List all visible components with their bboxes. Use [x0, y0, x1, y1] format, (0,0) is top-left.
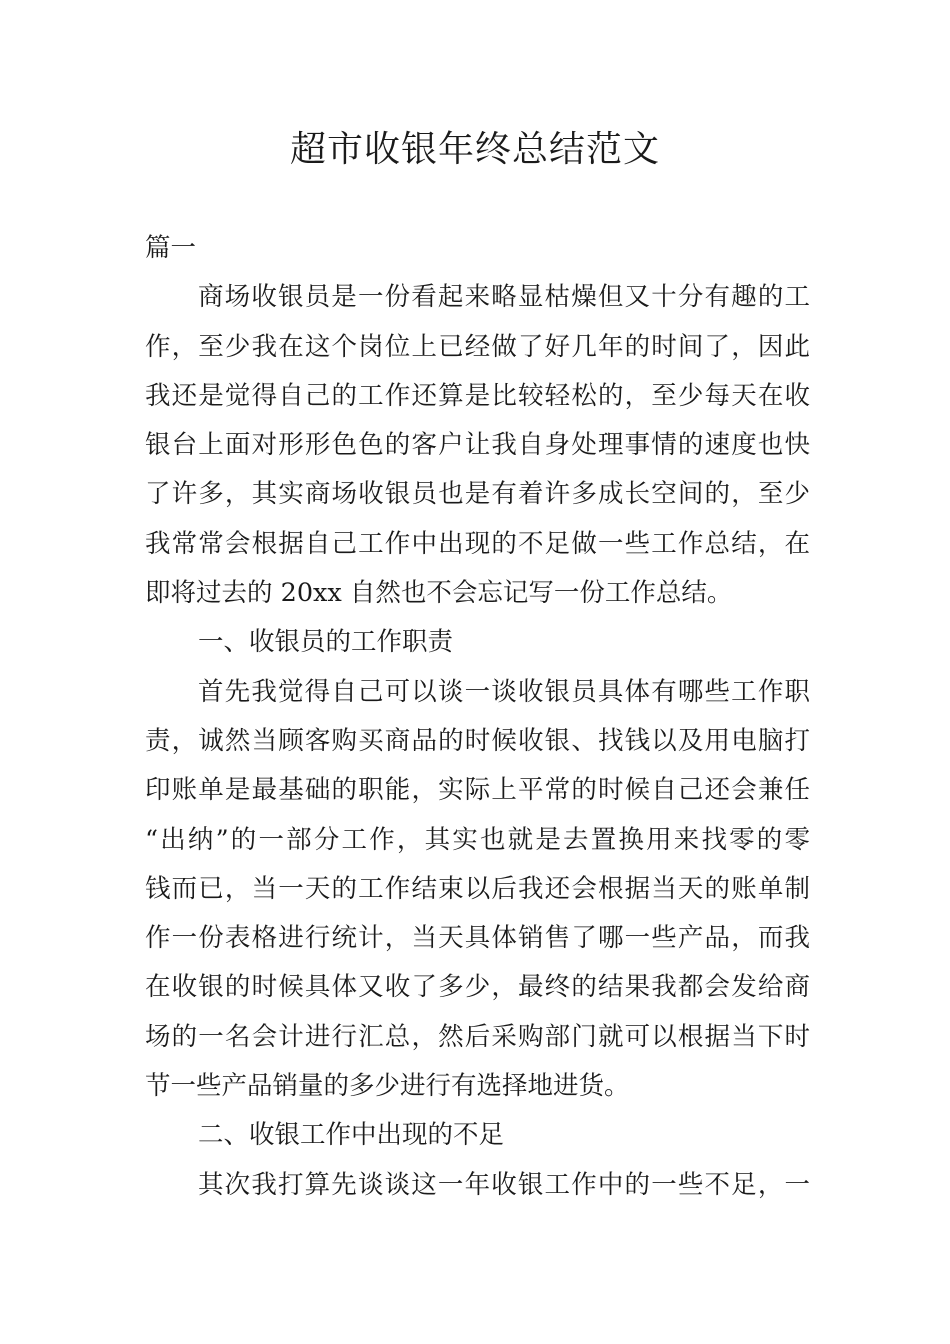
body-line: 首先我觉得自己可以谈一谈收银员具体有哪些工作职	[198, 676, 810, 707]
document-body	[145, 224, 810, 1210]
body-line: 印账单是最基础的职能，实际上平常的时候自己还会兼任	[145, 775, 810, 806]
body-line: 篇一	[145, 233, 197, 263]
body-line: 其次我打算先谈谈这一年收银工作中的一些不足，一	[198, 1169, 810, 1200]
body-line: 即将过去的 20xx 自然也不会忘记写一份工作总结。	[145, 578, 733, 609]
body-line: 了许多，其实商场收银员也是有着许多成长空间的，至少	[145, 479, 810, 510]
body-line: 银台上面对形形色色的客户让我自身处理事情的速度也快	[145, 430, 810, 461]
body-line: 作一份表格进行统计，当天具体销售了哪一些产品，而我	[145, 923, 810, 954]
body-line: 场的一名会计进行汇总，然后采购部门就可以根据当下时	[145, 1021, 810, 1052]
body-line: 我还是觉得自己的工作还算是比较轻松的，至少每天在收	[145, 380, 810, 411]
body-line: 我常常会根据自己工作中出现的不足做一些工作总结，在	[145, 528, 810, 559]
document-title: 超市收银年终总结范文	[289, 129, 660, 170]
body-line: 一、收银员的工作职责	[198, 627, 454, 658]
body-line: 节一些产品销量的多少进行有选择地进货。	[145, 1071, 630, 1102]
body-line: 在收银的时候具体又收了多少，最终的结果我都会发给商	[145, 972, 810, 1003]
body-line: 作，至少我在这个岗位上已经做了好几年的时间了，因此	[145, 331, 810, 362]
body-line: 钱而已，当一天的工作结束以后我还会根据当天的账单制	[145, 873, 810, 904]
body-line: 责，诚然当顾客购买商品的时候收银、找钱以及用电脑打	[145, 725, 810, 756]
body-line: 商场收银员是一份看起来略显枯燥但又十分有趣的工	[198, 282, 810, 313]
body-line: “出纳”的一部分工作，其实也就是去置换用来找零的零	[145, 824, 810, 855]
body-line: 二、收银工作中出现的不足	[198, 1120, 505, 1151]
